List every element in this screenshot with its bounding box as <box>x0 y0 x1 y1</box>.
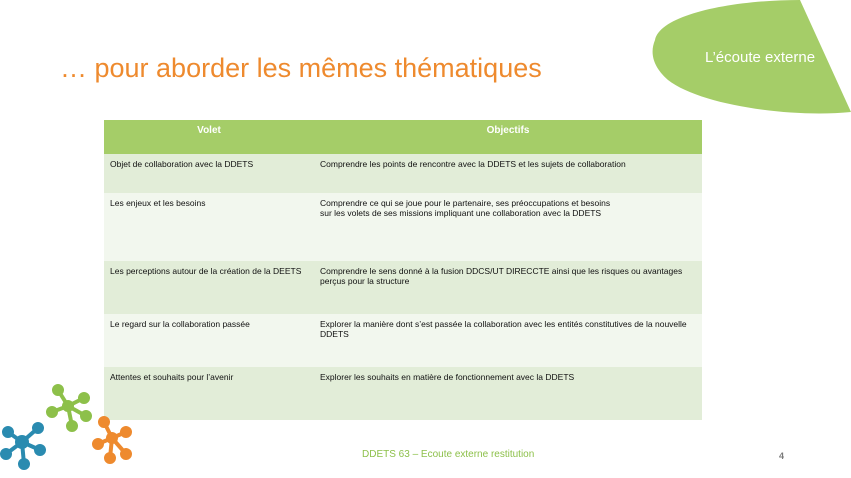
table-row <box>104 367 702 420</box>
header-objectifs: Objectifs <box>486 125 530 136</box>
cell-volet: Attentes et souhaits pour l’avenir <box>110 372 234 382</box>
cell-objectif: Comprendre le sens donné à la fusion DDCS/UT DIRECCTE ainsi que les risques ou avantages perçus pour la structure <box>320 266 683 286</box>
cell-objectif: Comprendre ce qui se joue pour le partenaire, ses préoccupations et besoins sur les volets de ses missions impliquant une collaboration avec la DDETS <box>320 198 611 218</box>
badge-label: L’écoute externe <box>704 49 816 66</box>
cell-volet: Les enjeux et les besoins <box>110 198 206 208</box>
cell-objectif: Explorer les souhaits en matière de fonctionnement avec la DDETS <box>320 372 575 382</box>
decorative-molecules-icon <box>0 380 140 478</box>
cell-volet: Objet de collaboration avec la DDETS <box>110 159 254 169</box>
table-row <box>104 193 702 261</box>
table-row <box>104 154 702 193</box>
table-row <box>104 314 702 367</box>
table-row <box>104 261 702 314</box>
cell-volet: Les perceptions autour de la création de la DEETS <box>110 266 302 276</box>
cell-objectif: Explorer la manière dont s’est passée la collaboration avec les entités constitutives de la nouvelle DDETS <box>320 319 687 339</box>
cell-objectif: Comprendre les points de rencontre avec la DDETS et les sujets de collaboration <box>320 159 626 169</box>
themes-table <box>104 120 702 420</box>
header-volet: Volet <box>197 125 221 136</box>
page-number: 4 <box>779 451 785 461</box>
page-title: … pour aborder les mêmes thématiques <box>60 53 542 83</box>
cell-volet: Le regard sur la collaboration passée <box>110 319 250 329</box>
table-header-row <box>104 120 702 154</box>
footer-text: DDETS 63 – Ecoute externe restitution <box>362 449 535 460</box>
